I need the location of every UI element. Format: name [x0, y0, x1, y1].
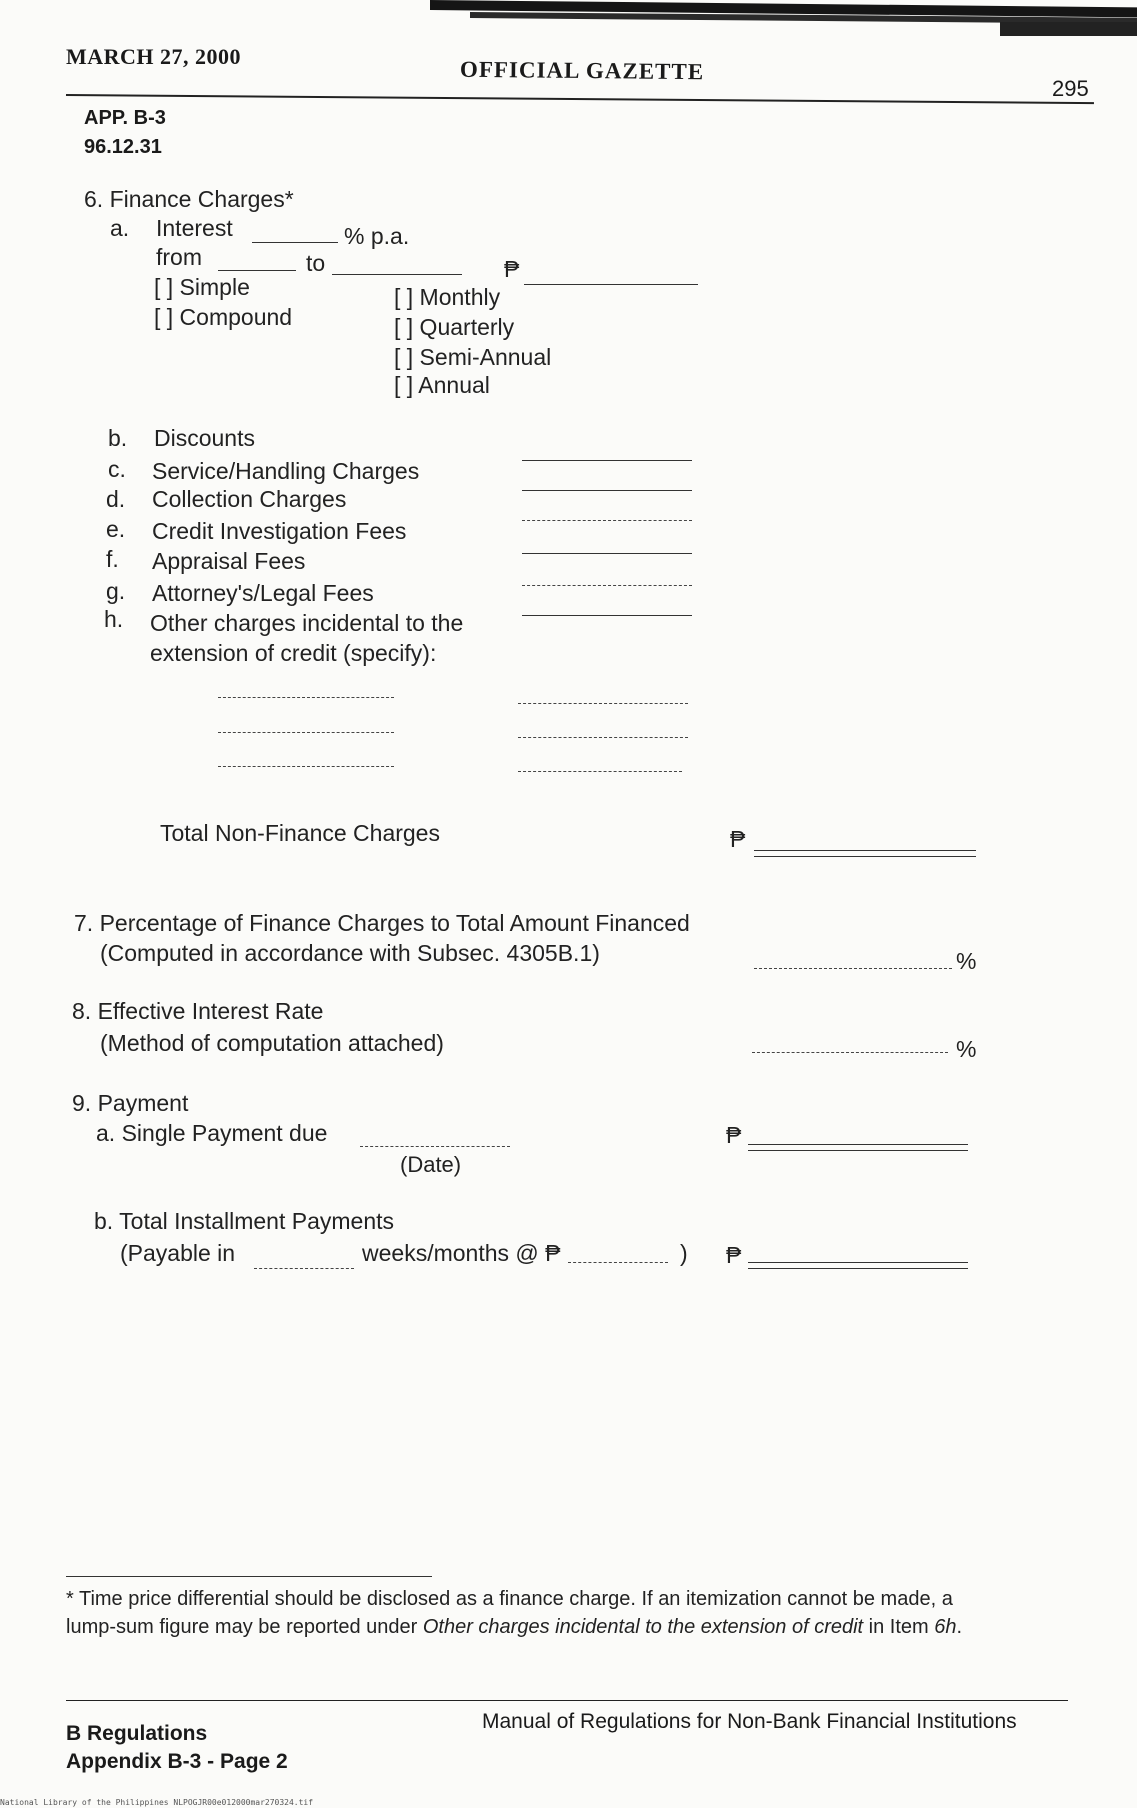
item-d-blank — [522, 520, 692, 521]
library-stamp: National Library of the Philippines NLPOGJR00e012000mar270324.tif — [0, 1798, 314, 1807]
total-amount-double-blank — [754, 850, 976, 857]
weeks-months-label: weeks/months @ ₱ — [362, 1240, 561, 1266]
footnote-line-1: * Time price differential should be disclosed as a finance charge. If an itemization cannot be made, a — [66, 1588, 953, 1610]
interest-amount-blank — [524, 284, 698, 285]
to-blank — [332, 274, 462, 275]
single-payment-label: a. Single Payment due — [96, 1120, 328, 1146]
option-monthly: [ ] Monthly — [394, 284, 501, 310]
section-6-title: 6. Finance Charges* — [84, 186, 294, 212]
item-h-label: Other charges incidental to the — [150, 610, 464, 636]
to-label: to — [306, 250, 326, 276]
option-annual: [ ] Annual — [394, 372, 490, 398]
installment-label: b. Total Installment Payments — [94, 1208, 394, 1234]
from-label: from — [156, 244, 202, 270]
interest-label: Interest — [156, 215, 233, 241]
installment-amount-blank — [568, 1262, 668, 1263]
item-d-label: Collection Charges — [152, 486, 347, 512]
installment-total-double-blank — [748, 1262, 968, 1269]
specify-desc-blank — [218, 697, 394, 698]
total-non-finance-label: Total Non-Finance Charges — [160, 820, 440, 846]
section-9-title: 9. Payment — [72, 1090, 189, 1116]
option-semi-annual: [ ] Semi-Annual — [394, 344, 552, 370]
footer-manual-title: Manual of Regulations for Non-Bank Financial Institutions — [482, 1710, 1017, 1733]
header-rule — [66, 94, 1094, 104]
item-f-blank — [522, 585, 692, 586]
effective-rate-unit: % — [956, 1036, 977, 1062]
item-g-label: Attorney's/Legal Fees — [152, 580, 374, 606]
footnote-italic-phrase: Other charges incidental to the extension of credit — [422, 1616, 864, 1638]
scan-edge-artifact — [1000, 22, 1137, 36]
footnote-item-ref: 6h — [934, 1616, 957, 1638]
single-payment-double-blank — [748, 1144, 968, 1151]
item-f-label: Appraisal Fees — [152, 548, 306, 574]
footer-regulations: B Regulations — [66, 1722, 208, 1745]
specify-amount-blank — [518, 771, 682, 772]
close-paren: ) — [680, 1240, 688, 1266]
total-peso-sign: ₱ — [730, 826, 746, 852]
footnote-rule — [66, 1576, 432, 1577]
item-f-letter: f. — [106, 546, 119, 572]
item-d-letter: d. — [106, 486, 126, 512]
footer-left — [66, 1720, 288, 1776]
specify-amount-blank — [518, 737, 688, 738]
payable-in-label: (Payable in — [120, 1240, 236, 1266]
appendix-id — [84, 104, 166, 162]
specify-amount-blank — [518, 703, 688, 704]
item-b-blank — [522, 460, 692, 461]
option-quarterly: [ ] Quarterly — [394, 314, 515, 340]
item-g-blank — [522, 615, 692, 616]
option-compound: [ ] Compound — [154, 304, 293, 330]
header-date: MARCH 27, 2000 — [66, 44, 242, 69]
section-7-note: (Computed in accordance with Subsec. 4305B.1) — [100, 940, 600, 966]
item-b-letter: b. — [108, 425, 128, 451]
item-e-letter: e. — [106, 516, 126, 542]
appendix-ref: APP. B-3 — [84, 107, 166, 129]
section-8-title: 8. Effective Interest Rate — [72, 998, 324, 1024]
footnote — [66, 1585, 962, 1641]
interest-peso-sign: ₱ — [504, 256, 520, 282]
item-g-letter: g. — [106, 578, 126, 604]
specify-desc-blank — [218, 766, 394, 767]
percentage-blank — [754, 968, 952, 969]
item-e-label: Credit Investigation Fees — [152, 518, 407, 544]
footnote-line-2-start: lump-sum figure may be reported under — [66, 1616, 423, 1638]
publication-title: OFFICIAL GAZETTE — [459, 56, 705, 85]
option-simple: [ ] Simple — [154, 274, 250, 300]
footer-appendix-page: Appendix B-3 - Page 2 — [66, 1750, 288, 1773]
item-h-label-line2: extension of credit (specify): — [150, 640, 437, 666]
item-c-blank — [522, 490, 692, 491]
interest-unit: % p.a. — [344, 223, 410, 249]
section-7-title: 7. Percentage of Finance Charges to Total Amount Financed — [74, 910, 690, 936]
specify-desc-blank — [218, 732, 394, 733]
from-blank — [218, 270, 296, 271]
date-caption: (Date) — [400, 1152, 462, 1177]
single-payment-peso-sign: ₱ — [726, 1122, 742, 1148]
page-number: 295 — [1052, 76, 1089, 101]
footnote-line-2-end: . — [956, 1616, 963, 1638]
appendix-date: 96.12.31 — [84, 136, 162, 158]
item-c-label: Service/Handling Charges — [152, 458, 420, 484]
footnote-line-2-mid: in Item — [863, 1616, 935, 1638]
installment-count-blank — [254, 1268, 354, 1269]
item-a-letter: a. — [110, 215, 130, 241]
interest-rate-blank — [252, 242, 338, 243]
footnote-line-2 — [66, 1613, 962, 1641]
item-b-label: Discounts — [154, 425, 255, 451]
item-e-blank — [522, 553, 692, 554]
percentage-unit: % — [956, 948, 977, 974]
single-payment-date-blank — [360, 1146, 510, 1147]
installment-peso-sign: ₱ — [726, 1242, 742, 1268]
item-c-letter: c. — [108, 456, 126, 482]
section-8-note: (Method of computation attached) — [100, 1030, 444, 1056]
item-h-letter: h. — [104, 606, 124, 632]
effective-rate-blank — [752, 1052, 948, 1053]
footer-rule — [66, 1700, 1068, 1701]
